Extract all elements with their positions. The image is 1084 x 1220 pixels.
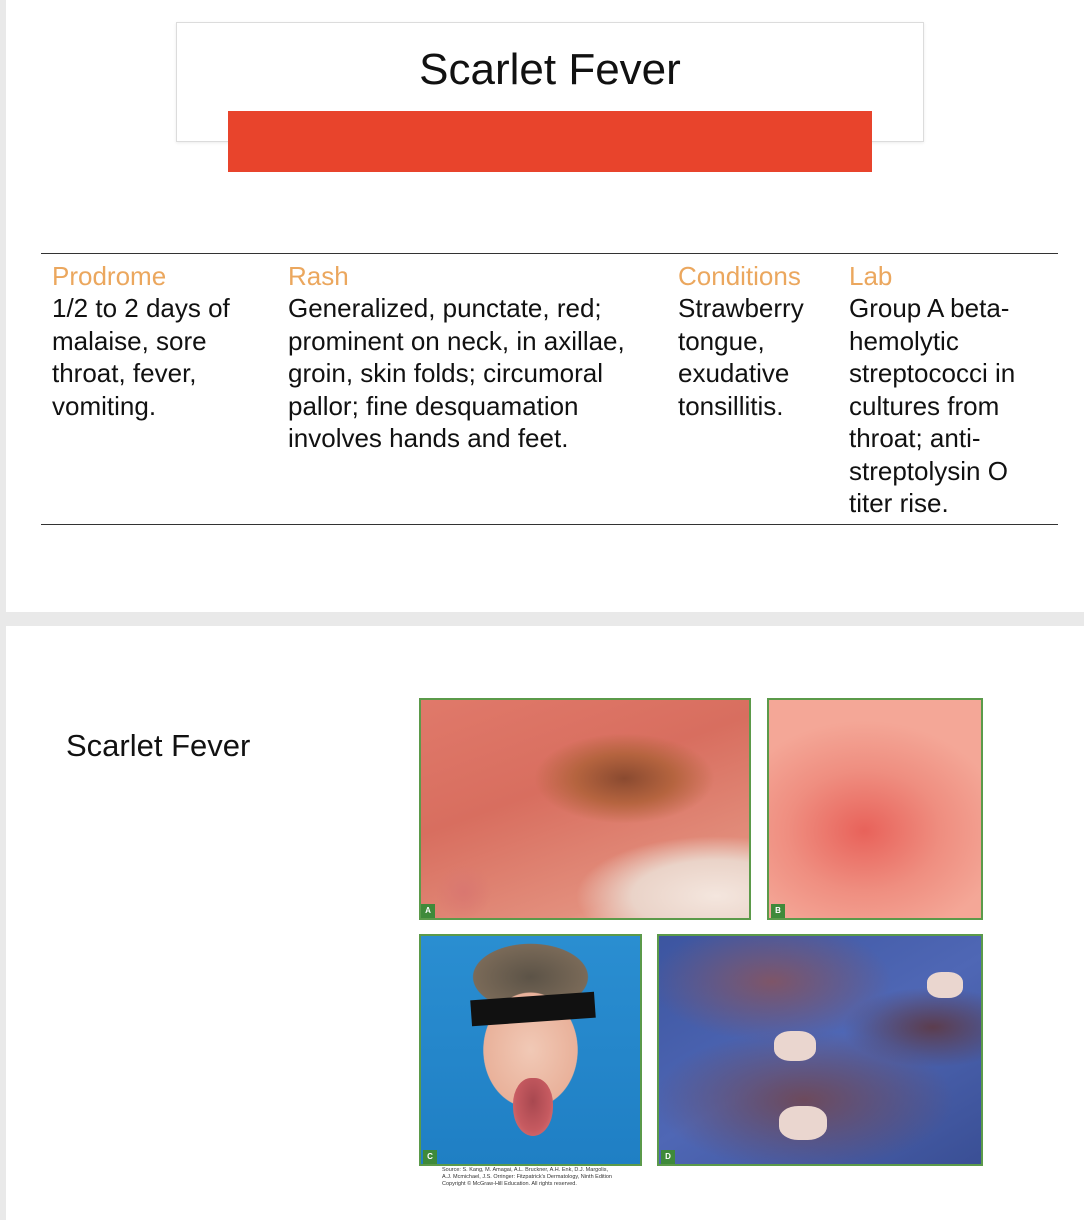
column-rash (288, 260, 668, 455)
column-conditions (678, 260, 843, 422)
column-line: pallor; fine desquamation (288, 390, 579, 421)
column-line: Generalized, punctate, red; (288, 293, 602, 323)
column-line: exudative (678, 358, 790, 388)
photo-label: C (423, 1150, 437, 1164)
column-line: streptococci in (849, 358, 1016, 388)
slide-2-title: Scarlet Fever (66, 728, 251, 763)
column-header: Conditions (678, 261, 801, 291)
title-accent-bar (228, 111, 872, 172)
fingernail-icon (927, 972, 963, 998)
eye-censor-bar (470, 992, 596, 1027)
column-line: 1/2 to 2 days of (52, 293, 230, 323)
column-lab (849, 260, 1079, 520)
column-line: tonsillitis. (678, 390, 784, 421)
column-line: prominent on neck, in axillae, (288, 325, 625, 356)
column-line: streptolysin O (849, 455, 1008, 486)
table-top-rule (41, 253, 1058, 254)
column-line: Group A beta- (849, 293, 1010, 323)
column-line: involves hands and feet. (288, 423, 569, 453)
column-header: Prodrome (52, 261, 167, 291)
column-line: titer rise. (849, 488, 949, 518)
column-header: Rash (288, 261, 349, 291)
source-line: Source: S. Kang, M. Amagai, A.L. Bruckner, A.H. Enk, D.J. Margolis, (442, 1167, 608, 1173)
slide-1 (6, 0, 1084, 612)
column-line: throat; anti- (849, 423, 981, 453)
source-line: Copyright © McGraw-Hill Education. All rights reserved. (442, 1181, 577, 1187)
fingernail-icon (774, 1031, 816, 1061)
skin-rash-closeup-photo (767, 698, 983, 920)
photo-label: D (661, 1150, 675, 1164)
image-source-credit (442, 1167, 742, 1188)
photo-label: B (771, 904, 785, 918)
column-line: hemolytic (849, 325, 959, 356)
column-line: groin, skin folds; circumoral (288, 358, 603, 388)
table-bottom-rule (41, 524, 1058, 525)
column-line: vomiting. (52, 390, 157, 421)
column-header: Lab (849, 261, 893, 291)
column-line: tongue, (678, 325, 765, 356)
column-line: cultures from (849, 390, 1000, 421)
column-line: throat, fever, (52, 358, 197, 388)
tongue-icon (513, 1078, 553, 1136)
slide-title: Scarlet Fever (419, 45, 681, 94)
column-prodrome (52, 260, 282, 422)
column-line: malaise, sore (52, 325, 207, 356)
fingernail-icon (779, 1106, 827, 1140)
axilla-rash-photo (419, 698, 751, 920)
slide-2 (6, 626, 1084, 1220)
hand-desquamation-photo (657, 934, 983, 1166)
photo-label: A (421, 904, 435, 918)
strawberry-tongue-photo (419, 934, 642, 1166)
column-line: Strawberry (678, 293, 804, 323)
source-line: A.J. Mcmichael, J.S. Orringer: Fitzpatrick's Dermatology, Ninth Edition (442, 1174, 612, 1180)
